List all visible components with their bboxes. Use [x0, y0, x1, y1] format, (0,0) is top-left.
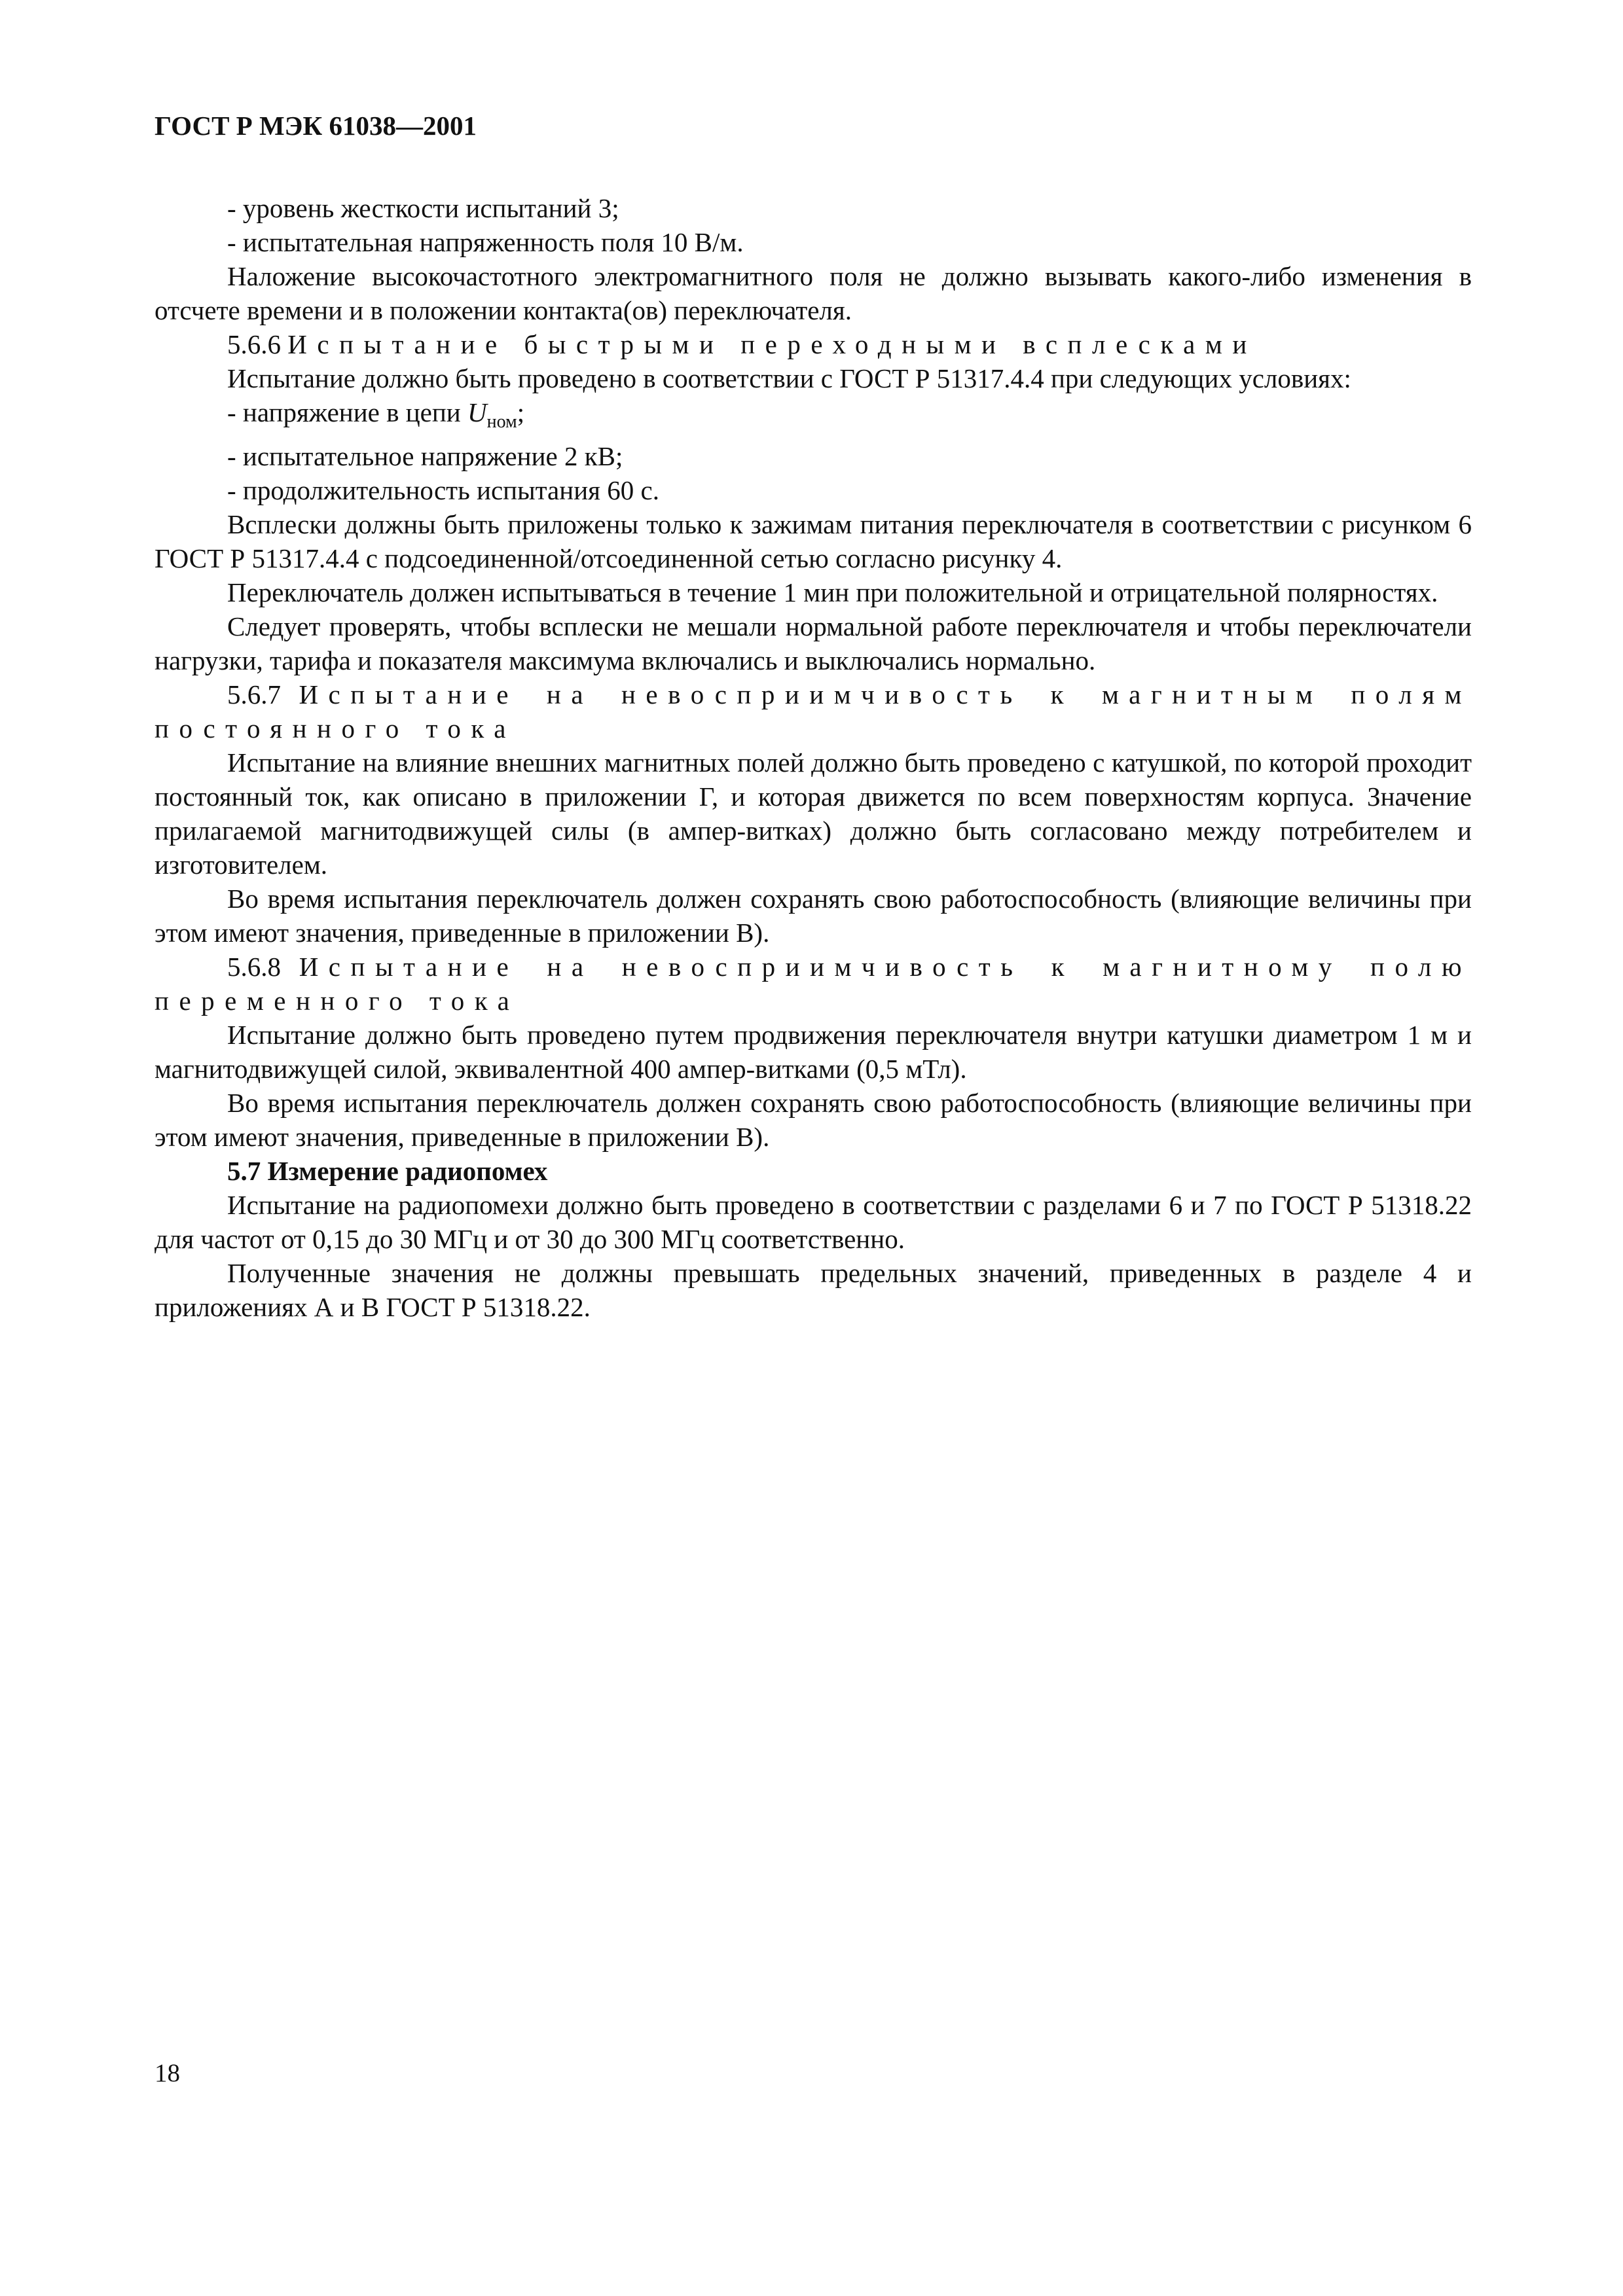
paragraph: Следует проверять, чтобы всплески не мешали нормальной работе переключателя и чтобы переключатели нагрузки, тарифа и показателя максимума включались и выключались нормально. [155, 611, 1472, 675]
paragraph: Наложение высокочастотного электромагнитного поля не должно вызывать какого-либо изменения в отсчете времени и в положении контакта(ов) переключателя. [155, 261, 1472, 325]
voltage-subscript: ном [486, 412, 517, 432]
paragraph: Испытание на радиопомехи должно быть проведено в соответствии с разделами 6 и 7 по ГОСТ Р 51318.22 для частот от 0,15 до 30 МГц и от 30 до 300 МГц соответственно. [155, 1190, 1472, 1254]
section-number: 5.6.8 [227, 952, 281, 982]
list-item-text: - напряжение в цепи [227, 397, 467, 427]
document-header: ГОСТ Р МЭК 61038—2001 [155, 111, 477, 141]
list-item: - уровень жесткости испытаний 3; [227, 193, 619, 223]
list-item: - испытательная напряженность поля 10 В/м. [227, 227, 744, 257]
paragraph: Всплески должны быть приложены только к зажимам питания переключателя в соответствии с рисунком 6 ГОСТ Р 51317.4.4 с подсоединенной/отсоединенной сетью согласно рисунку 4. [155, 509, 1472, 573]
list-item: - испытательное напряжение 2 кВ; [227, 441, 623, 471]
section-heading-5-7: 5.7 Измерение радиопомех [227, 1156, 548, 1186]
paragraph: Испытание на влияние внешних магнитных полей должно быть проведено с катушкой, по которой проходит постоянный ток, как описано в приложении Г, и которая движется по всем поверхностям корпуса. Значение прилагаемой магнитодвижущей силы (в ампер-витках) должно быть согласовано между потребителем и изготовителем. [155, 747, 1472, 880]
document-body [155, 191, 1472, 1324]
paragraph: Переключатель должен испытываться в течение 1 мин при положительной и отрицательной полярностях. [227, 577, 1438, 607]
paragraph: Испытание должно быть проведено в соответствии с ГОСТ Р 51317.4.4 при следующих условиях: [227, 363, 1351, 393]
section-title: Испытание быстрыми переходными всплесками [287, 329, 1257, 359]
section-number: 5.6.7 [227, 679, 281, 709]
section-heading-5-6-6 [155, 327, 1472, 361]
paragraph: Во время испытания переключатель должен сохранять свою работоспособность (влияющие величины при этом имеют значения, приведенные в приложении В). [155, 884, 1472, 948]
section-heading-5-6-8 [155, 950, 1472, 1018]
section-title: Испытание на невосприимчивость к магнитным полям постоянного тока [155, 679, 1472, 744]
paragraph: Полученные значения не должны превышать предельных значений, приведенных в разделе 4 и приложениях А и В ГОСТ Р 51318.22. [155, 1258, 1472, 1322]
section-title: Испытание на невосприимчивость к магнитному полю переменного тока [155, 952, 1472, 1016]
section-number: 5.6.6 [227, 329, 281, 359]
list-item [155, 395, 1472, 439]
page-number: 18 [155, 2059, 180, 2087]
list-item-punct: ; [517, 397, 525, 427]
voltage-symbol: U [467, 397, 487, 427]
paragraph: Во время испытания переключатель должен сохранять свою работоспособность (влияющие величины при этом имеют значения, приведенные в приложении В). [155, 1088, 1472, 1152]
list-item: - продолжительность испытания 60 с. [227, 475, 659, 505]
paragraph: Испытание должно быть проведено путем продвижения переключателя внутри катушки диаметром 1 м и магнитодвижущей силой, эквивалентной 400 ампер-витками (0,5 мТл). [155, 1020, 1472, 1084]
section-heading-5-6-7 [155, 677, 1472, 745]
